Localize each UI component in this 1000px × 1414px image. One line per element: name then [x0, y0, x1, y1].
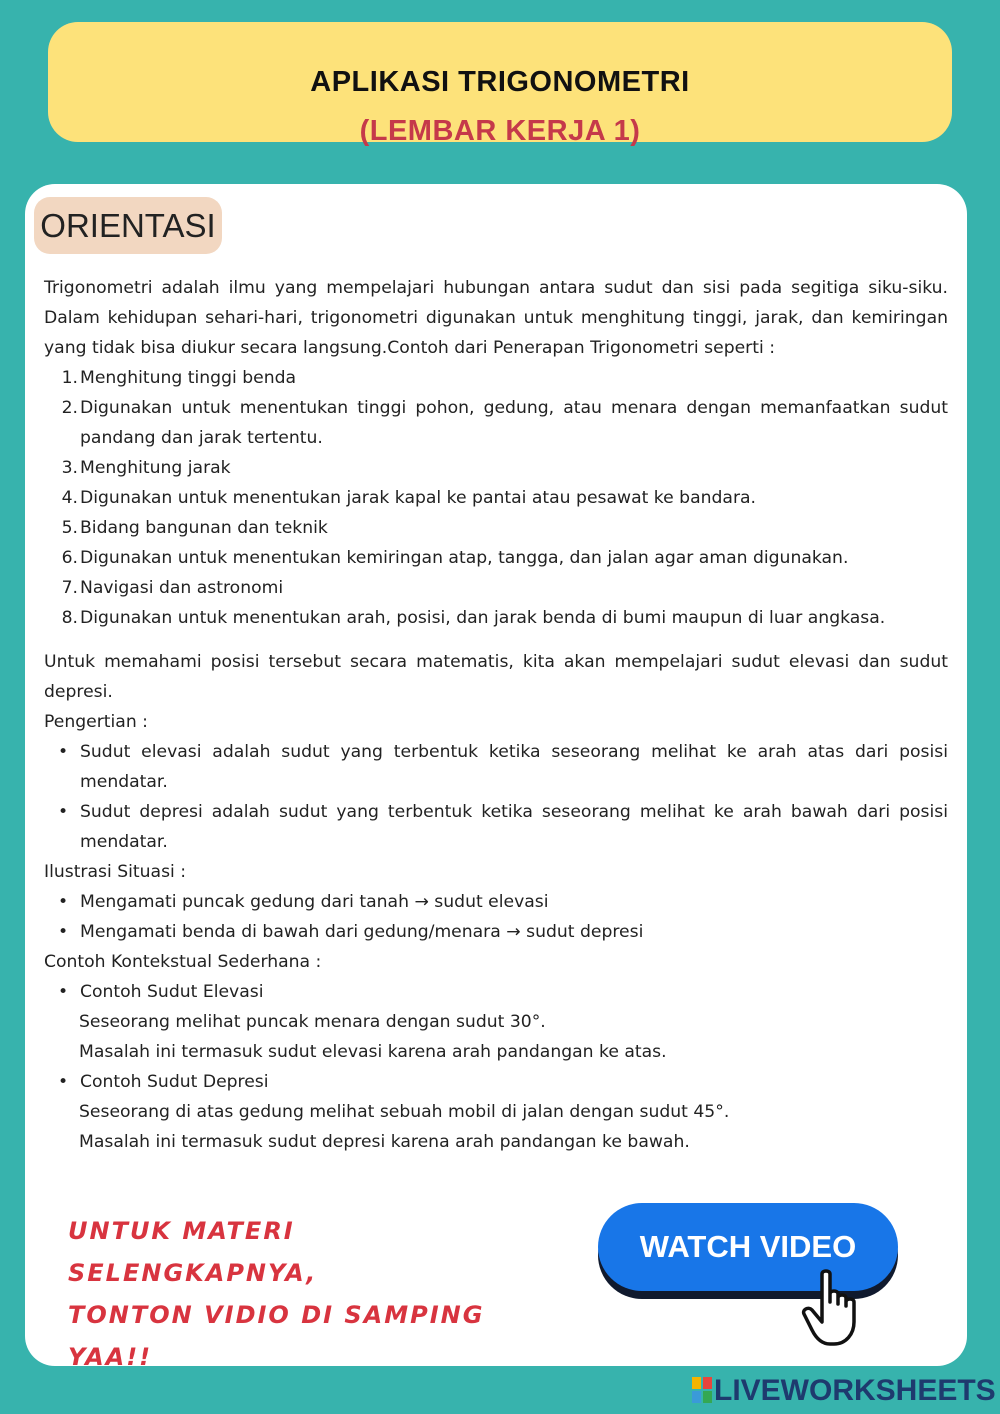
pointer-hand-icon — [800, 1268, 864, 1348]
example-line: Seseorang di atas gedung melihat sebuah mobil di jalan dengan sudut 45°. — [79, 1102, 730, 1122]
bullet-icon: • — [58, 982, 69, 1002]
pengertian-label: Pengertian : — [44, 712, 148, 732]
bullet-item: • Sudut depresi adalah sudut yang terbentuk ketika seseorang melihat ke arah bawah dari posisi mendatar. — [44, 797, 948, 857]
section-label: ORIENTASI — [34, 197, 222, 254]
brand-watermark: LIVEWORKSHEETS — [692, 1374, 996, 1408]
list-item: 8. Digunakan untuk menentukan arah, posisi, dan jarak benda di bumi maupun di luar angkasa. — [61, 608, 886, 628]
call-to-action — [68, 1210, 548, 1378]
list-item: 2. Digunakan untuk menentukan tinggi pohon, gedung, atau menara dengan memanfaatkan sudut pandang dan jarak tertentu. — [61, 398, 948, 448]
example-line: Seseorang melihat puncak menara dengan sudut 30°. — [79, 1012, 546, 1032]
intro-paragraph: Trigonometri adalah ilmu yang mempelajari hubungan antara sudut dan sisi pada segitiga siku-siku. Dalam kehidupan sehari-hari, trigonometri digunakan untuk menghitung tinggi, jarak, dan kemiringan yang tidak bisa diukur secara langsung.Contoh dari Penerapan Trigonometri seperti : — [44, 278, 948, 358]
worksheet-subtitle: (LEMBAR KERJA 1) — [359, 115, 641, 147]
bullet-item: • Mengamati puncak gedung dari tanah → sudut elevasi — [44, 887, 948, 917]
ilustrasi-label: Ilustrasi Situasi : — [44, 862, 187, 882]
example-line: Masalah ini termasuk sudut elevasi karena arah pandangan ke atas. — [79, 1042, 667, 1062]
list-item: 1. Menghitung tinggi benda — [61, 368, 297, 388]
example-title: • Contoh Sudut Elevasi — [44, 977, 948, 1007]
list-item: 7. Navigasi dan astronomi — [61, 578, 284, 598]
bullet-item: • Mengamati benda di bawah dari gedung/menara → sudut depresi — [44, 917, 948, 947]
bullet-icon: • — [58, 1072, 69, 1092]
bullet-icon: • — [58, 892, 69, 912]
list-item: 3. Menghitung jarak — [61, 458, 231, 478]
list-item: 4. Digunakan untuk menentukan jarak kapal ke pantai atau pesawat ke bandara. — [61, 488, 757, 508]
watch-video-button[interactable]: WATCH VIDEO — [598, 1203, 898, 1291]
main-content — [44, 273, 948, 1157]
worksheet-title: APLIKASI TRIGONOMETRI — [310, 66, 690, 98]
understanding-paragraph: Untuk memahami posisi tersebut secara matematis, kita akan mempelajari sudut elevasi dan sudut depresi. — [44, 652, 948, 702]
bullet-icon: • — [58, 922, 69, 942]
bullet-icon: • — [58, 802, 69, 822]
example-title: • Contoh Sudut Depresi — [44, 1067, 948, 1097]
header-banner — [48, 22, 952, 147]
cta-line: TONTON VIDIO DI SAMPING YAA!! — [68, 1301, 485, 1371]
example-line: Masalah ini termasuk sudut depresi karena arah pandangan ke bawah. — [79, 1132, 690, 1152]
list-item: 5. Bidang bangunan dan teknik — [61, 518, 328, 538]
bullet-item: • Sudut elevasi adalah sudut yang terbentuk ketika seseorang melihat ke arah atas dari posisi mendatar. — [44, 737, 948, 797]
liveworksheets-logo-icon — [692, 1377, 712, 1403]
bullet-icon: • — [58, 742, 69, 762]
list-item: 6. Digunakan untuk menentukan kemiringan atap, tangga, dan jalan agar aman digunakan. — [61, 548, 849, 568]
kontekstual-label: Contoh Kontekstual Sederhana : — [44, 952, 322, 972]
cta-line: UNTUK MATERI SELENGKAPNYA, — [68, 1217, 318, 1287]
